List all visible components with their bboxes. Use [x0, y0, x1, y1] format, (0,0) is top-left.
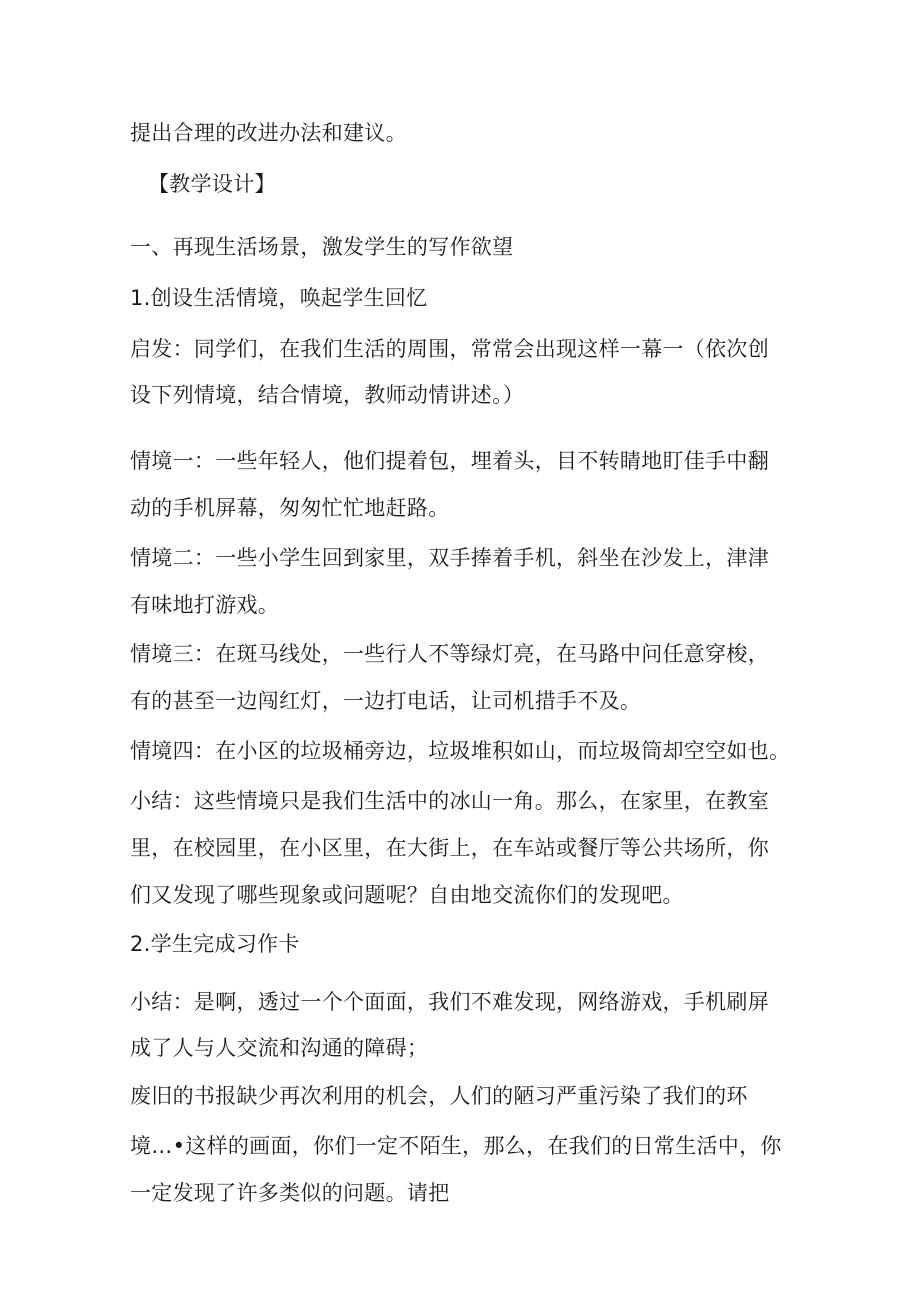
paragraph-line: 情境三：在斑马线处，一些行人不等绿灯亮，在马路中问任意穿梭，	[130, 642, 769, 666]
subheading-1: 1.创设生活情境，唤起学生回忆	[130, 286, 428, 310]
paragraph-line: 情境二：一些小学生回到家里，双手捧着手机，斜坐在沙发上，津津	[130, 546, 769, 570]
paragraph-line: 动的手机屏幕，匆匆忙忙地赶路。	[130, 496, 450, 520]
paragraph-line: 成了人与人交流和沟通的障碍；	[130, 1036, 429, 1060]
paragraph-line: 有味地打游戏。	[130, 593, 280, 617]
paragraph-line: 小结：是啊，透过一个个面面，我们不难发现，网络游戏，手机刷屏	[130, 990, 769, 1014]
paragraph-line: 启发：同学们，在我们生活的周围，常常会出现这样一幕一（依次创	[130, 337, 769, 361]
paragraph-line: 有的甚至一边闯红灯，一边打电话，让司机措手不及。	[130, 689, 642, 713]
paragraph-line: 废旧的书报缺少再次利用的机会，人们的陋习严重污染了我们的环	[130, 1084, 748, 1108]
heading-step-one: 一、再现生活场景，激发学生的写作欲望	[130, 235, 514, 259]
paragraph-line: 情境一：一些年轻人，他们提着包，埋着头，目不转睛地盯佳手中翻	[130, 449, 769, 473]
paragraph-line: 设下列情境，结合情境，教师动情讲述。）	[130, 383, 525, 407]
paragraph-line: 境…•这样的画面，你们一定不陌生，那么，在我们的日常生活中，你	[130, 1134, 782, 1158]
paragraph-line: 小结：这些情境只是我们生活中的冰山一角。那么，在家里，在教室	[130, 789, 769, 813]
section-heading: 【教学设计】	[148, 172, 276, 196]
paragraph-line: 们又发现了哪些现象或问题呢？自由地交流你们的发现吧。	[130, 883, 684, 907]
paragraph-line: 提出合理的改进办法和建议。	[130, 121, 407, 145]
paragraph-line: 里，在校园里，在小区里，在大街上，在车站或餐厅等公共场所，你	[130, 836, 769, 860]
subheading-2: 2.学生完成习作卡	[130, 932, 300, 956]
paragraph-line: 情境四：在小区的垃圾桶旁边，垃圾堆积如山，而垃圾筒却空空如也。	[130, 739, 791, 763]
paragraph-line: 一定发现了许多类似的问题。请把	[130, 1181, 450, 1205]
